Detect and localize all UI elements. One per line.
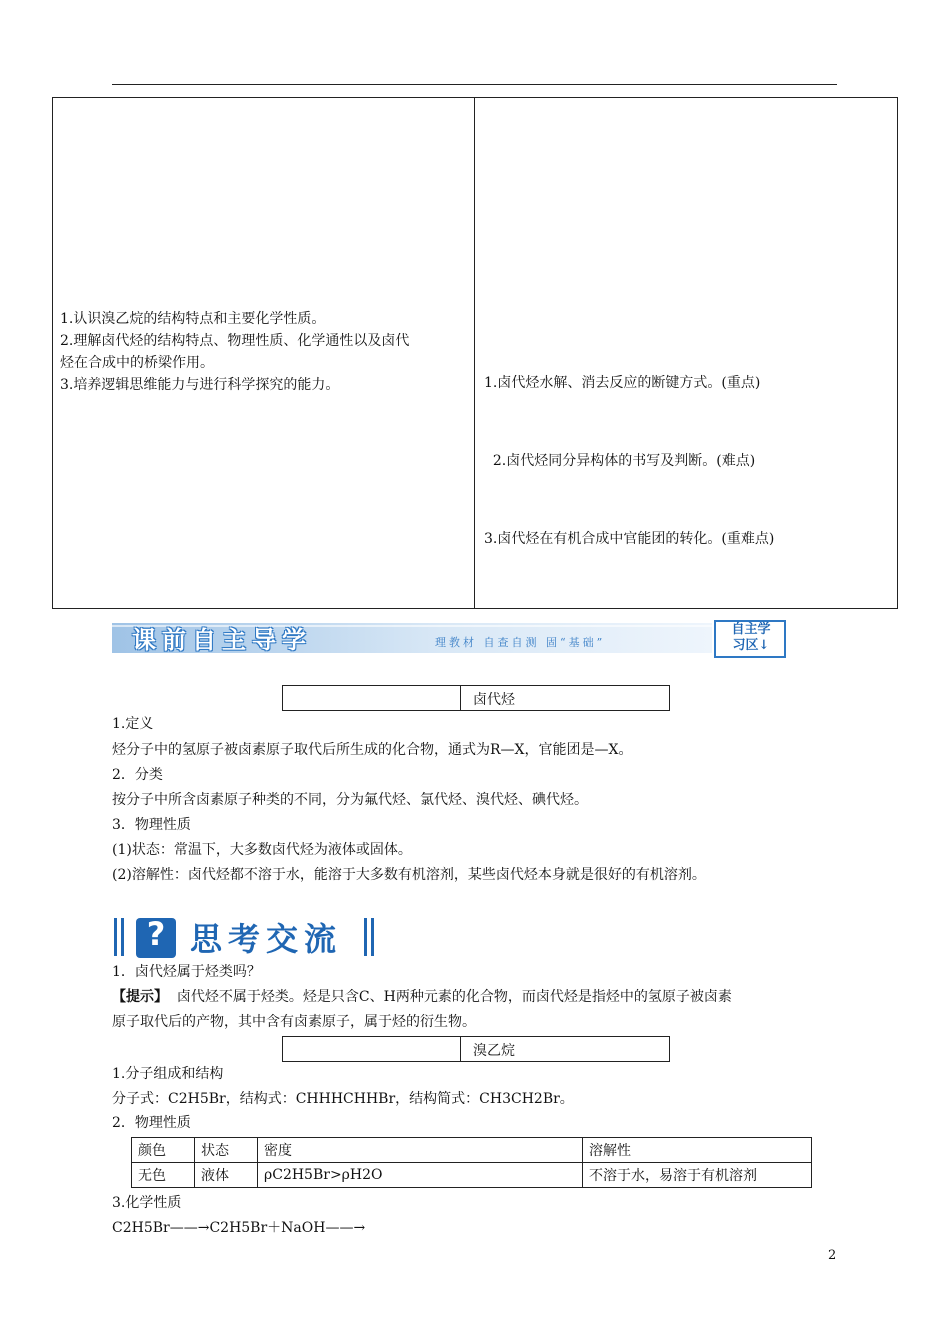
objective-line: 1.认识溴乙烷的结构特点和主要化学性质。 [60, 311, 326, 327]
badge-line: 习区↓ [732, 638, 770, 653]
hint-line: 原子取代后的产物，其中含有卤素原子，属于烃的衍生物。 [112, 1014, 476, 1030]
table-header-cell: 状态 [195, 1138, 258, 1163]
text-line: 分子式：C2H5Br，结构式：CHHHCHHBr，结构简式：CH3CH2Br。 [112, 1091, 574, 1107]
text-line: 3.化学性质 [112, 1195, 182, 1211]
think-discuss-title: 思考交流 [190, 920, 343, 958]
section-title-divider [460, 1037, 461, 1061]
keypoint-line: 1.卤代烃水解、消去反应的断键方式。(重点) [484, 375, 761, 391]
text-line: 1.分子组成和结构 [112, 1066, 224, 1082]
text-line: 2．分类 [112, 767, 163, 783]
table-cell: 液体 [195, 1163, 258, 1188]
page-number: 2 [828, 1248, 837, 1263]
physical-properties-table [131, 1137, 812, 1188]
text-line: 按分子中所含卤素原子种类的不同，分为氟代烃、氯代烃、溴代烃、碘代烃。 [112, 792, 588, 808]
objectives-divider [474, 97, 475, 609]
section-title-box [282, 685, 670, 711]
text-line: 2．物理性质 [112, 1115, 191, 1131]
hint-label: 【提示】 [112, 989, 168, 1005]
question-mark-icon: ? [146, 915, 166, 953]
section-title: 溴乙烷 [473, 1043, 515, 1059]
objective-line: 3.培养逻辑思维能力与进行科学探究的能力。 [60, 377, 340, 393]
text-line: 烃分子中的氢原子被卤素原子取代后所生成的化合物，通式为R—X，官能团是—X。 [112, 742, 633, 758]
table-header-cell: 溶解性 [583, 1138, 812, 1163]
table-header-cell: 颜色 [132, 1138, 195, 1163]
objective-line: 烃在合成中的桥梁作用。 [60, 355, 214, 371]
section-title: 卤代烃 [473, 692, 515, 708]
badge-line: 自主学 [731, 622, 771, 637]
section-title-box [282, 1036, 670, 1062]
banner-title: 课前自主导学 [132, 625, 312, 654]
hint-line [112, 987, 732, 1007]
banner-subtitle: 理教材 自查自测 固“基础” [435, 636, 606, 649]
table-cell: 不溶于水，易溶于有机溶剂 [583, 1163, 812, 1188]
objectives-right-cell [484, 318, 894, 578]
section-title-divider [460, 686, 461, 710]
table-header-row [132, 1138, 812, 1163]
objectives-left-cell [60, 308, 470, 396]
question-line: 1．卤代烃属于烃类吗？ [112, 964, 261, 980]
keypoint-line: 3.卤代烃在有机合成中官能团的转化。(重难点) [484, 531, 775, 547]
self-study-badge [718, 622, 784, 654]
table-cell: ρC2H5Br>ρH2O [258, 1163, 583, 1188]
text-line: 1.定义 [112, 716, 154, 732]
text-line: (2)溶解性：卤代烃都不溶于水，能溶于大多数有机溶剂，某些卤代烃本身就是很好的有机溶剂。 [112, 867, 706, 883]
table-cell: 无色 [132, 1163, 195, 1188]
table-header-cell: 密度 [258, 1138, 583, 1163]
keypoint-line: 2.卤代烃同分异构体的书写及判断。(难点) [484, 453, 756, 469]
objective-line: 2.理解卤代烃的结构特点、物理性质、化学通性以及卤代 [60, 333, 410, 349]
text-line: (1)状态：常温下，大多数卤代烃为液体或固体。 [112, 842, 412, 858]
text-line: 3．物理性质 [112, 817, 191, 833]
reaction-line: C2H5Br——→C2H5Br＋NaOH——→ [112, 1220, 366, 1236]
table-row [132, 1163, 812, 1188]
hint-text: 卤代烃不属于烃类。烃是只含C、H两种元素的化合物，而卤代烃是指烃中的氢原子被卤素 [168, 989, 732, 1005]
header-rule [112, 84, 837, 85]
